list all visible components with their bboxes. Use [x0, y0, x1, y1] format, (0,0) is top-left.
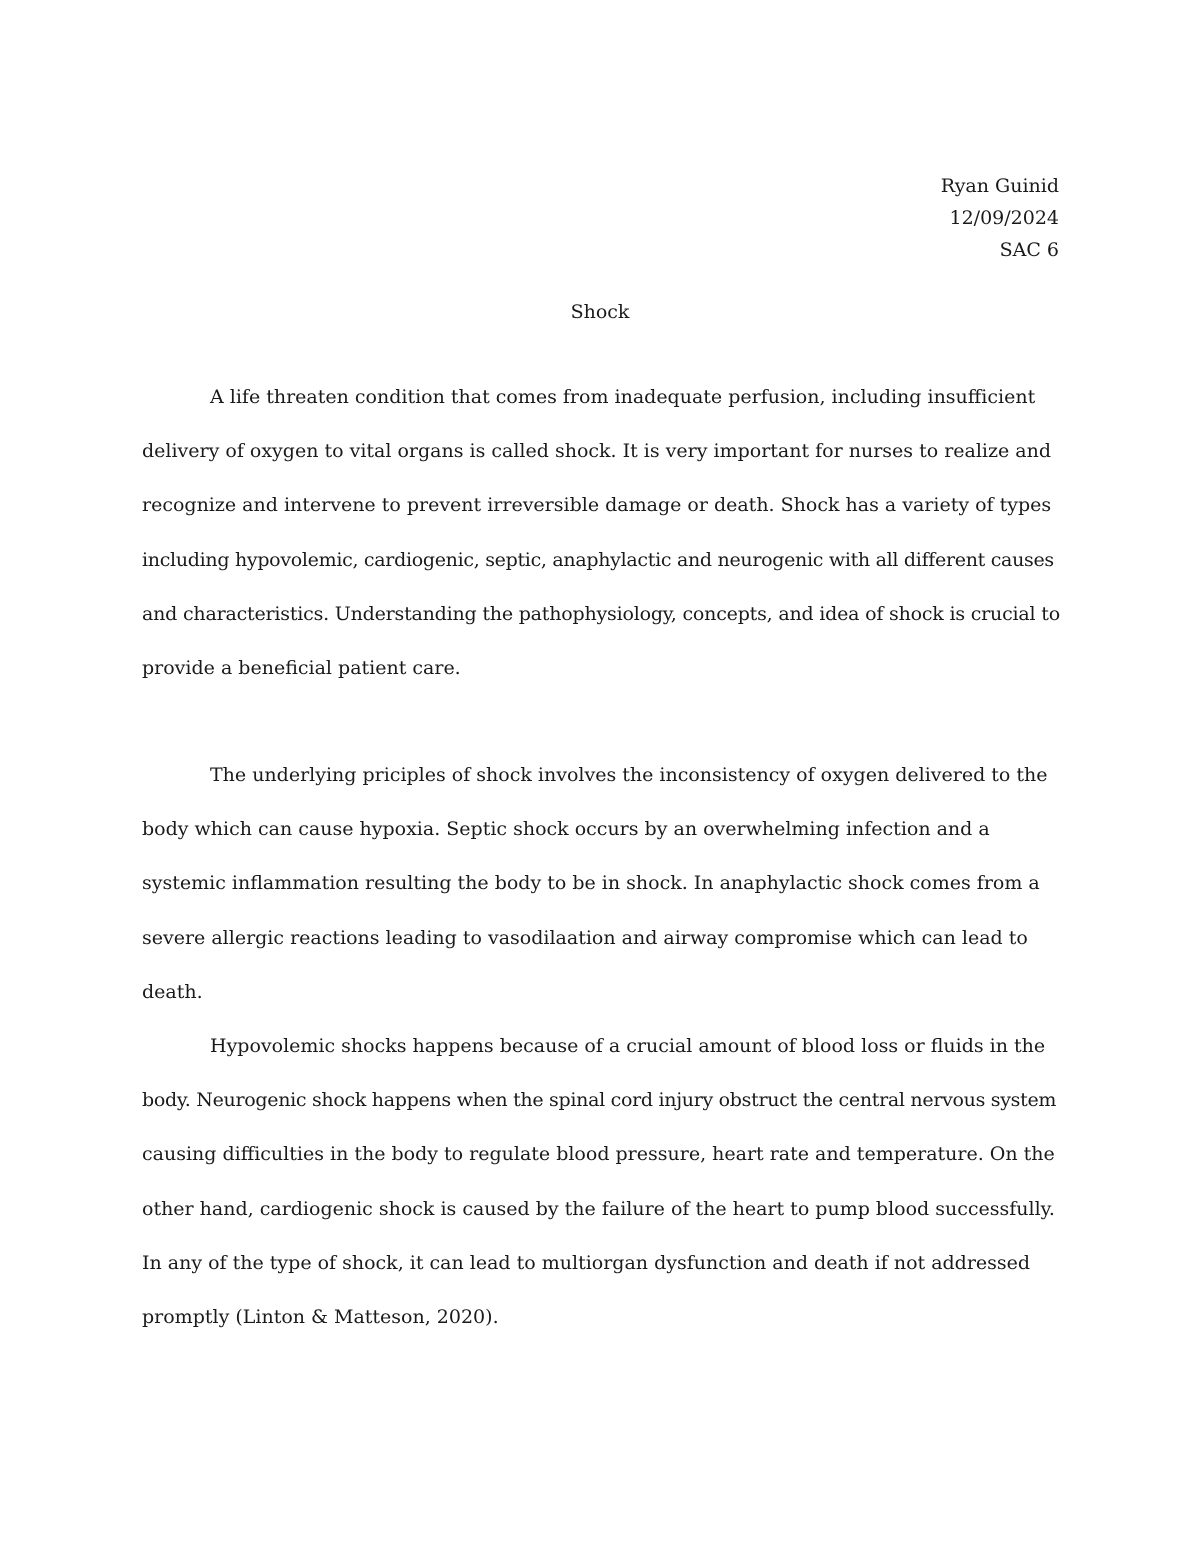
paragraph-line: other hand, cardiogenic shock is caused by the failure of the heart to pump blood successfully. [142, 1197, 1055, 1220]
document-header [941, 170, 1059, 266]
paragraph-line: severe allergic reactions leading to vasodilaation and airway compromise which can lead to [142, 926, 1028, 949]
paragraph-line: delivery of oxygen to vital organs is called shock. It is very important for nurses to realize and [142, 440, 1052, 463]
document-title: Shock [570, 301, 630, 323]
paragraph-line: death. [142, 980, 203, 1003]
paragraph-line: A life threaten condition that comes from inadequate perfusion, including insufficient [210, 386, 1036, 408]
author-name: Ryan Guinid [940, 175, 1059, 197]
paragraph-line: provide a beneficial patient care. [142, 657, 461, 680]
paragraph [142, 370, 1062, 695]
paragraph-line: causing difficulties in the body to regulate blood pressure, heart rate and temperature. On the [142, 1143, 1055, 1166]
paragraph-line: body which can cause hypoxia. Septic shock occurs by an overwhelming infection and a [142, 818, 990, 841]
paragraph [142, 1019, 1062, 1344]
paragraph-line: and characteristics. Understanding the pathophysiology, concepts, and idea of shock is crucial to [142, 602, 1060, 625]
course-label: SAC 6 [999, 239, 1059, 261]
paragraph-line: systemic inflammation resulting the body to be in shock. In anaphylactic shock comes from a [142, 872, 1040, 895]
paragraph-line: In any of the type of shock, it can lead to multiorgan dysfunction and death if not addressed [142, 1251, 1031, 1274]
paragraph-line: body. Neurogenic shock happens when the spinal cord injury obstruct the central nervous system [142, 1089, 1057, 1112]
paragraph [142, 748, 1062, 1019]
document-date: 12/09/2024 [949, 207, 1059, 229]
paragraph-line: including hypovolemic, cardiogenic, septic, anaphylactic and neurogenic with all different causes [142, 548, 1054, 571]
paragraph-line: The underlying priciples of shock involves the inconsistency of oxygen delivered to the [210, 764, 1048, 786]
paragraph-line: Hypovolemic shocks happens because of a crucial amount of blood loss or fluids in the [210, 1035, 1046, 1057]
paragraph-line: recognize and intervene to prevent irreversible damage or death. Shock has a variety of types [142, 494, 1052, 517]
paragraph-line: promptly (Linton & Matteson, 2020). [142, 1306, 499, 1329]
